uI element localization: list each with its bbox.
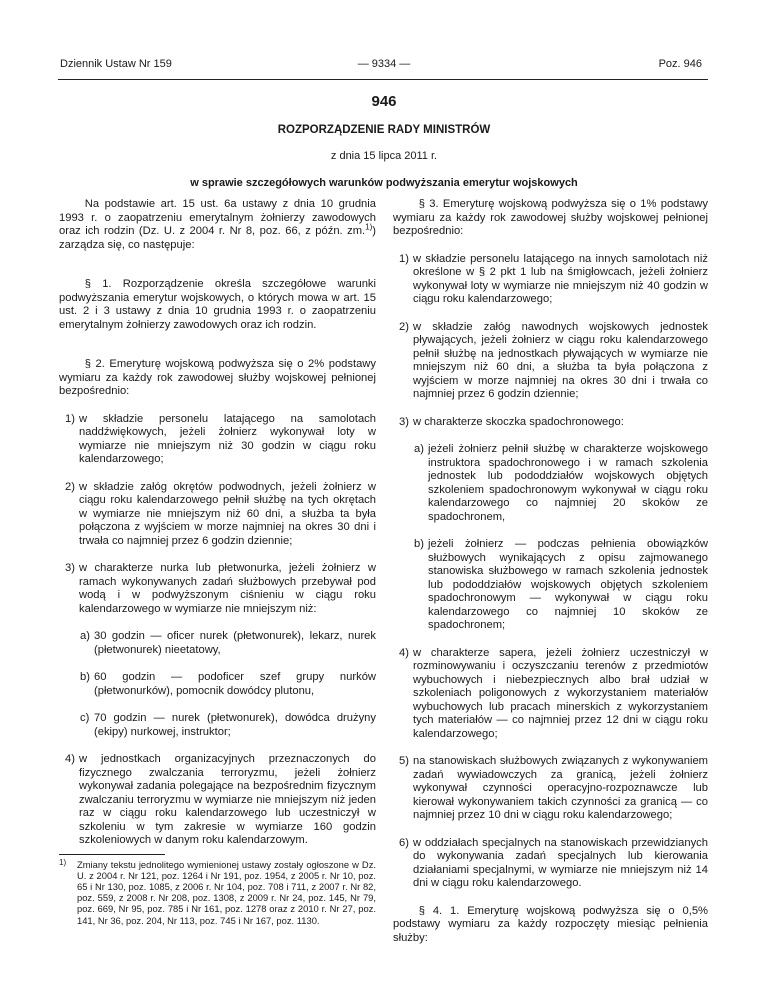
item-number: 2) (65, 480, 75, 493)
item-text: w oddziałach specjalnych na stanowiskach przewidzianych do wykonywania zadań specjalnych lub kierowania działaniami specjalnymi, w wymiarze nie mniejszym niż 14 dni w ciągu roku kalendarzowego. (413, 836, 708, 889)
sub-item-letter: b) (80, 671, 90, 683)
position-number: Poz. 946 (658, 58, 702, 70)
sub-item (393, 538, 708, 633)
header-rule (58, 79, 708, 80)
sub-item (59, 671, 376, 698)
sub-item-letter: b) (414, 538, 424, 550)
sub-item-letter: a) (414, 443, 424, 455)
list-item (393, 253, 708, 307)
footnote-rule (59, 854, 165, 855)
sub-item-letter: c) (80, 712, 90, 724)
list-item (59, 481, 376, 549)
item-number: 3) (65, 562, 75, 574)
section-2: § 2. Emeryturę wojskową podwyższa się o 2% podstawy wymiaru za każdy rok zawodowej służby wojskowej pełnionej bezpośrednio: (59, 358, 376, 397)
sub-item-text: jeżeli żołnierz pełnił służbę w charakterze wojskowego instruktora spadochronowego i w ramach szkolenia jednostek lub pododdziałów wojskowych objętych szkoleniem spadochronowym wykonywał w ciągu roku kalendarzowego co najmniej 20 skoków ze spadochronem, (428, 443, 708, 523)
list-item (59, 413, 376, 467)
sub-item (59, 712, 376, 739)
section-3: § 3. Emeryturę wojskową podwyższa się o 1% podstawy wymiaru za każdy rok zawodowej służby wojskowej pełnionej bezpośrednio: (393, 198, 708, 237)
page-number: — 9334 — (357, 58, 411, 70)
item-text: w charakterze sapera, jeżeli żołnierz uczestniczył w rozminowywaniu i oczyszczaniu terenów z przedmiotów wybuchowych i niebezpiecznych albo brał udział w szkoleniach poligonowych z wykorzystaniem materiałów wybuchowych lub pracach minerskich z wykorzystaniem tych materiałów — co najmniej przez 12 dni w ciągu roku kalendarzowego; (413, 646, 708, 740)
item-number: 6) (399, 836, 409, 849)
section-4: § 4. 1. Emeryturę wojskową podwyższa się o 0,5% podstawy wymiaru za każdy rozpoczęty miesiąc pełnienia służby: (393, 904, 708, 944)
sub-item (59, 630, 376, 657)
sub-item (393, 443, 708, 524)
item-text: w składzie załóg okrętów podwodnych, jeżeli żołnierz w ciągu roku kalendarzowego pełnił służbę na tych okrętach w wymiarze nie mniejszym niż 60 dni, a służba ta była połączona z wyjściem w morze najmniej na okres 30 dni i trwała co najmniej przez 6 godzin dziennie; (79, 480, 376, 547)
item-text: w składzie załóg nawodnych wojskowych jednostek pływających, jeżeli żołnierz w ciągu roku kalendarzowego pełnił służbę na jednostkach pływających w wymiarze nie mniejszym niż 60 dni, a służba ta była połączona z wyjściem w morze najmniej na okres 30 dni i trwała co najmniej przez 6 godzin dziennie; (413, 320, 708, 400)
item-number: 2) (399, 320, 409, 333)
item-number: 5) (399, 755, 409, 767)
section-1: § 1. Rozporządzenie określa szczegółowe warunki podwyższania emerytur wojskowych, o których mowa w art. 15 ust. 2 i 3 ustawy z dnia 10 grudnia 1993 r. o zaopatrzeniu emerytalnym żołnierzy zawodowych oraz ich rodzin. (59, 278, 376, 331)
list-item (393, 755, 708, 823)
footnote-ref: 1) (365, 222, 373, 232)
item-number: 3) (399, 415, 409, 428)
intro-text-end: ) zarządza się, co następuje: (59, 225, 376, 251)
footnote-number: 1) (59, 857, 67, 867)
footnote-text: Zmiany tekstu jednolitego wymienionej ustawy zostały ogłoszone w Dz. U. z 2004 r. Nr 121, poz. 1264 i Nr 191, poz. 1954, z 2005 r. Nr 10, poz. 65 i Nr 130, poz. 1085, z 2006 r. Nr 104, poz. 708 i 711, z 2007 r. Nr 82, poz. 559, z 2008 r. Nr 208, poz. 1308, z 2009 r. Nr 24, poz. 145, Nr 79, poz. 669, Nr 95, poz. 785 i Nr 161, poz. 1278 oraz z 2010 r. Nr 27, poz. 141, Nr 36, poz. 204, Nr 113, poz. 745 i Nr 167, poz. 1130. (77, 858, 376, 926)
item-text: w jednostkach organizacyjnych przeznaczonych do fizycznego zwalczania terroryzmu, jeżeli żołnierz wykonywał zadania polegające na bezpośrednim fizycznym zwalczaniu terroryzmu w wymiarze nie mniejszym niż jeden raz w ciągu roku kalendarzowego lub uczestniczył w szkoleniu w tym zakresie w wymiarze 160 godzin szkoleniowych w danym roku kalendarzowym. (79, 753, 376, 846)
item-text: w charakterze nurka lub płetwonurka, jeżeli żołnierz w ramach wykonywanych zadań służbowych przebywał pod wodą i w podwyższonym ciśnieniu w ciągu roku kalendarzowego w wymiarze nie mniejszym niż: (79, 562, 376, 615)
footnote (59, 859, 376, 926)
list-item (393, 321, 708, 402)
sub-item-text: 60 godzin — podoficer szef grupy nurków (płetwonurków), pomocnik dowódcy plutonu, (94, 671, 376, 697)
list-item (393, 416, 708, 430)
document-title: ROZPORZĄDZENIE RADY MINISTRÓW (277, 124, 491, 136)
sub-item-text: jeżeli żołnierz — podczas pełnienia obowiązków służbowych wynikających z opisu zajmowanego stanowiska służbowego w ramach szkolenia jednostek lub pododdziałów wojskowych objętych szkoleniem spadochronowym — wykonywał w ciągu roku kalendarzowego co najmniej 10 skoków ze spadochronem; (428, 538, 708, 631)
intro-paragraph (59, 198, 376, 252)
item-number: 1) (65, 412, 75, 425)
item-text: w składzie personelu latającego na samolotach naddźwiękowych, jeżeli żołnierz wykonywał loty w wymiarze nie mniejszym niż 30 godzin w ciągu roku kalendarzowego; (79, 412, 376, 465)
left-column (59, 198, 376, 926)
item-number: 4) (399, 646, 409, 659)
document-date: z dnia 15 lipca 2011 r. (330, 150, 438, 162)
item-text: na stanowiskach służbowych związanych z wykonywaniem zadań wywiadowczych za granicą, jeżeli żołnierz wykonywał czynności operacyjno-rozpoznawcze lub kierował wykonywaniem takich czynności za granicą — co najmniej przez 10 dni w ciągu roku kalendarzowego; (413, 755, 708, 821)
document-subject: w sprawie szczegółowych warunków podwyższania emerytur wojskowych (190, 177, 578, 189)
document-number: 946 (371, 93, 397, 110)
list-item (393, 647, 708, 742)
sub-item-text: 70 godzin — nurek (płetwonurek), dowódca drużyny (ekipy) nurkowej, instruktor; (94, 712, 376, 738)
item-number: 1) (399, 252, 409, 265)
list-item (59, 562, 376, 616)
item-number: 4) (65, 753, 75, 765)
journal-name: Dziennik Ustaw Nr 159 (60, 58, 172, 70)
item-text: w charakterze skoczka spadochronowego: (413, 415, 624, 428)
intro-text: Na podstawie art. 15 ust. 6a ustawy z dnia 10 grudnia 1993 r. o zaopatrzeniu emerytalnym żołnierzy zawodowych oraz ich rodzin (Dz. U. z 2004 r. Nr 8, poz. 66, z późn. zm. (59, 198, 376, 237)
list-item (59, 753, 376, 848)
item-text: w składzie personelu latającego na innych samolotach niż określone w § 2 pkt 1 lub na śmigłowcach, jeżeli żołnierz wykonywał loty w wymiarze nie mniejszym niż 40 godzin w ciągu roku kalendarzowego; (413, 252, 708, 305)
list-item (393, 837, 708, 891)
sub-item-letter: a) (80, 630, 90, 642)
sub-item-text: 30 godzin — oficer nurek (płetwonurek), lekarz, nurek (płetwonurek) nieetatowy, (94, 630, 376, 656)
right-column (393, 198, 708, 971)
